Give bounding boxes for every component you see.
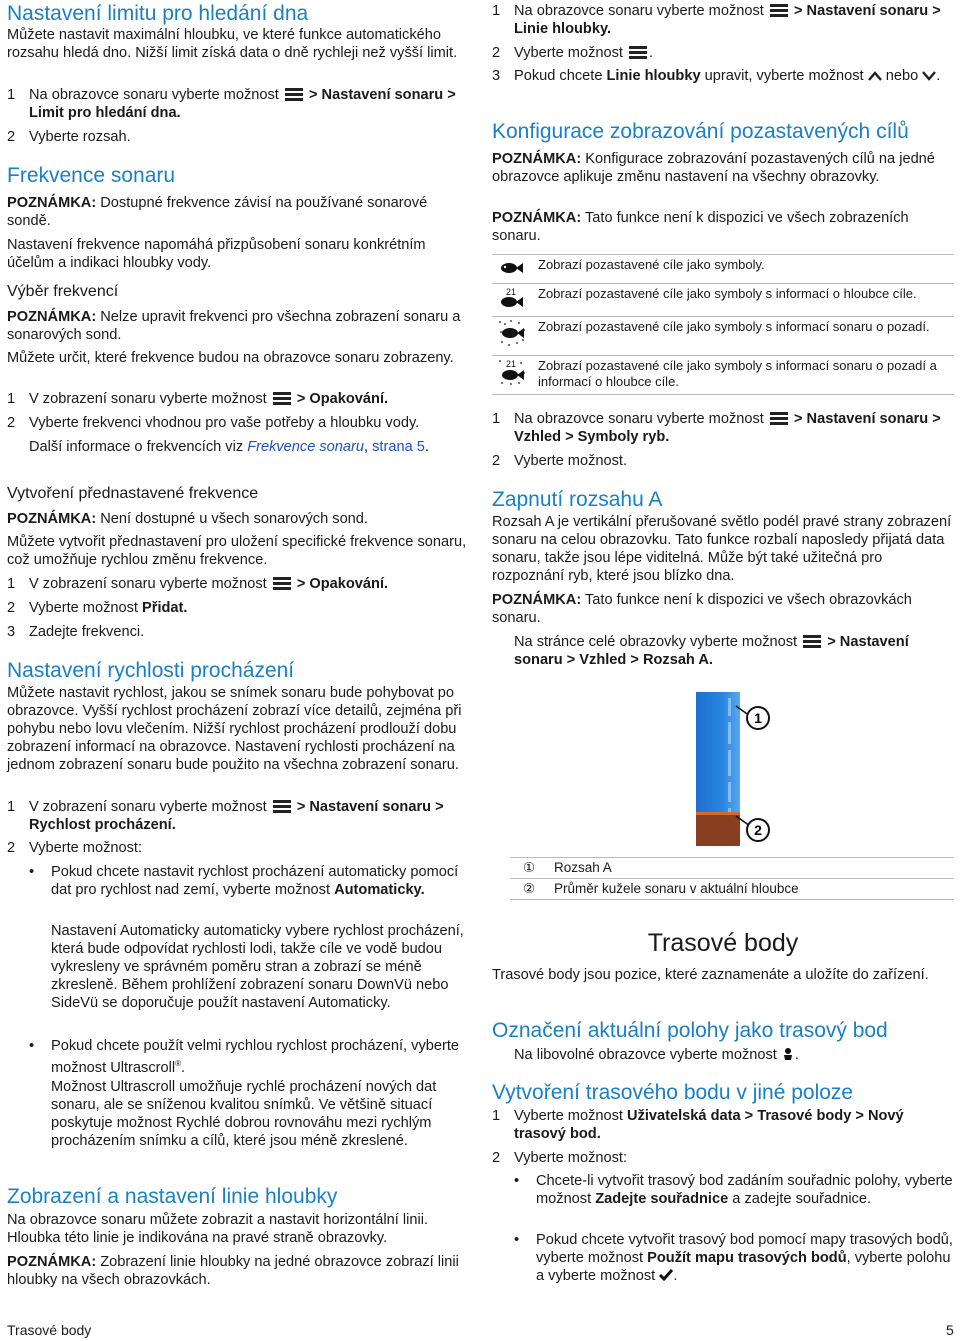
note-label: POZNÁMKA: — [7, 195, 97, 211]
step-path: > Nastavení sonaru > Linie hloubky. — [514, 3, 941, 37]
step-path: > Nastavení sonaru > Vzhled > Symboly ryb. — [514, 411, 941, 445]
step-text: Vyberte možnost: — [514, 1150, 628, 1166]
bottom-area — [696, 815, 740, 846]
bullet-dot: • — [514, 1232, 520, 1248]
step-text: Zadejte frekvenci. — [29, 624, 145, 640]
menu-icon — [803, 634, 821, 648]
depth-paragraph: Na obrazovce sonaru můžete zobrazit a nastavit horizontální linii. Hloubka této linie je indikována na pravé straně obrazovky. — [7, 1212, 429, 1246]
fish-background-icon — [498, 319, 526, 347]
targets-title: Konfigurace zobrazování pozastavených cílů — [492, 120, 909, 143]
table-cell: Zobrazí pozastavené cíle jako symboly. — [532, 255, 954, 284]
bottom-line — [696, 812, 740, 815]
note-text: Konfigurace zobrazování pozastavených cílů na jedné obrazovce aplikuje změnu nastavení na všechny obrazovky. — [492, 151, 935, 185]
bullet-dot: • — [29, 1038, 35, 1054]
note-label: POZNÁMKA: — [7, 309, 97, 325]
step-text: V zobrazení sonaru vyberte možnost — [29, 391, 267, 407]
targets-note-2 — [492, 209, 954, 245]
step-number: 2 — [7, 600, 16, 616]
speed-title: Nastavení rychlosti procházení — [7, 659, 295, 682]
more-text: Další informace o frekvencích viz — [29, 439, 244, 455]
note-text: Tato funkce není k dispozici ve všech obrazovkách sonaru. — [492, 592, 912, 626]
vyber-note — [7, 308, 469, 344]
step-text: V zobrazení sonaru vyberte možnost — [29, 799, 267, 815]
bullet-text: Pokud chcete použít velmi rychlou rychlost procházení, vyberte možnost Ultrascroll — [51, 1038, 460, 1076]
step-number: 1 — [7, 576, 16, 592]
depth-note — [7, 1253, 469, 1289]
chevron-up-icon — [868, 71, 882, 81]
step-path: Uživatelská data > Trasové body > Nový trasový bod. — [514, 1108, 904, 1142]
callout-number: ① — [510, 858, 548, 879]
step-number: 1 — [492, 1108, 501, 1124]
targets-table — [492, 254, 954, 395]
arange-paragraph: Rozsah A je vertikální přerušované světlo podél pravé strany zobrazení sonaru na celou obrazovku. Tato funkce rozbalí naposledy přijatá data sonaru, takže jsou lépe viditelná. Může být také užitečná pro rozpoznání ryb, které jsou blízko dna. — [492, 514, 952, 584]
callout-number: ② — [510, 879, 548, 900]
table-row — [510, 858, 954, 879]
bullet-paragraph: Nastavení Automaticky automaticky vybere rychlost procházení, která bude odpovídat rychlosti lodi, takže cíle ve vodě budou vykresleny ve správném poměru stran a zobrazí se méně zkresleně. Během prohlížení zobrazení sonaru DownVü nebo SideVü se doporučuje použít nastavení Automaticky. — [51, 923, 464, 1011]
preset-step-1 — [7, 575, 469, 593]
step-text: Pokud chcete — [514, 68, 603, 84]
bullet-text: Chcete-li vytvořit trasový bod zadáním souřadnic polohy, vyberte možnost — [536, 1173, 953, 1207]
mark-text: Na libovolné obrazovce vyberte možnost — [514, 1047, 777, 1063]
step-number: 1 — [7, 799, 16, 815]
step-text: Vyberte možnost — [29, 600, 138, 616]
freq-link[interactable]: Frekvence sonaru — [247, 439, 364, 455]
bullet-text: Pokud chcete vytvořit trasový bod pomocí mapy trasových bodů, vyberte možnost — [536, 1232, 953, 1266]
footer-page-number: 5 — [946, 1322, 954, 1338]
depth-title: Zobrazení a nastavení linie hloubky — [7, 1185, 338, 1208]
callout-label: Průměr kužele sonaru v aktuální hloubce — [548, 879, 954, 900]
step-path: > Opakování. — [296, 391, 389, 407]
speed-step-2 — [7, 839, 469, 857]
menu-icon — [285, 87, 303, 101]
note-label: POZNÁMKA: — [492, 210, 582, 226]
speed-step-1 — [7, 798, 469, 834]
preset-paragraph: Můžete vytvořit přednastavení pro uložení specifické frekvence sonaru, což umožňuje rychlou změnu frekvence. — [7, 534, 467, 568]
step-path: > Nastavení sonaru > Limit pro hledání dna. — [29, 87, 456, 121]
bullet-dot: • — [29, 864, 35, 880]
step-number: 2 — [492, 453, 501, 469]
fish-depth-icon — [498, 286, 524, 310]
step-text: Vyberte možnost. — [514, 453, 628, 469]
arange-illustration — [692, 692, 782, 852]
preset-title: Vytvoření přednastavené frekvence — [7, 485, 259, 502]
period: . — [794, 1047, 799, 1063]
step-text: upravit, vyberte možnost — [704, 68, 864, 84]
fish-symbol-icon — [498, 257, 524, 277]
step-text: Na stránce celé obrazovky vyberte možnost — [514, 634, 798, 650]
table-cell: Zobrazí pozastavené cíle jako symboly s informací o hloubce cíle. — [532, 284, 954, 317]
step-text: nebo — [885, 68, 919, 84]
note-text: Nelze upravit frekvenci pro všechna zobrazení sonaru a sonarových sond. — [7, 309, 461, 343]
fish-depth-label: 21 — [506, 359, 517, 369]
step-number: 2 — [7, 840, 16, 856]
speed-bullet-2-paragraph — [29, 1078, 469, 1150]
limit-step-2 — [7, 128, 469, 146]
speed-bullet-1-paragraph — [29, 922, 469, 1012]
callout-1-label: 1 — [754, 710, 762, 726]
menu-icon — [273, 391, 291, 405]
menu-icon — [770, 3, 788, 17]
vyber-step-1 — [7, 390, 469, 408]
waypoints-paragraph: Trasové body jsou pozice, které zaznamenáte a uložíte do zařízení. — [492, 967, 929, 983]
mark-paragraph — [514, 1046, 954, 1064]
step-number: 1 — [7, 87, 16, 103]
step-text: V zobrazení sonaru vyberte možnost — [29, 576, 267, 592]
registered-mark: ® — [175, 1059, 181, 1068]
step-text: Vyberte rozsah. — [29, 129, 131, 145]
menu-icon — [770, 411, 788, 425]
table-row — [492, 317, 954, 356]
checkmark-icon — [659, 1269, 673, 1281]
note-text: Zobrazení linie hloubky na jedné obrazovce zobrazí linii hloubky na všech obrazovkách. — [7, 1254, 459, 1288]
step-option: Přidat. — [142, 600, 188, 616]
note-text: Dostupné frekvence závisí na používané sonarové sondě. — [7, 195, 428, 229]
table-row — [492, 356, 954, 395]
bullet-text: a zadejte souřadnice. — [732, 1191, 872, 1207]
preset-step-3 — [7, 623, 469, 641]
arange-note — [492, 591, 954, 627]
menu-icon — [273, 576, 291, 590]
depth-step-3: 3 Pokud chcete Linie hloubky upravit, vyberte možnost nebo . — [492, 68, 941, 84]
bullet-option: Zadejte souřadnice — [595, 1191, 729, 1207]
preset-step-2 — [7, 599, 469, 617]
freq-paragraph: Nastavení frekvence napomáhá přizpůsobení sonaru konkrétním účelům a indikaci hloubky vody. — [7, 237, 426, 271]
vyber-step-2 — [7, 414, 469, 432]
speed-bullet-1 — [29, 863, 469, 899]
waypoints-title: Trasové body — [647, 929, 799, 957]
bullet-text: Pokud chcete nastavit rychlost procházení automaticky pomocí dat pro rychlost nad zemí, vyberte možnost — [51, 864, 459, 898]
step-number: 1 — [492, 411, 501, 427]
bullet-option: Automaticky. — [334, 882, 425, 898]
mark-waypoint-icon — [781, 1047, 795, 1061]
note-label: POZNÁMKA: — [492, 151, 582, 167]
period: . — [180, 1059, 186, 1076]
create-step-2 — [492, 1149, 954, 1167]
table-row — [510, 879, 954, 900]
step-option: Linie hloubky — [606, 68, 701, 84]
bullet-dot: • — [514, 1173, 520, 1189]
callout-2-label: 2 — [754, 822, 762, 838]
callout-label: Rozsah A — [548, 858, 954, 879]
page-link[interactable]: strana 5 — [372, 439, 425, 455]
step-path: > Opakování. — [296, 576, 389, 592]
callout-table — [510, 857, 954, 900]
create-step-1 — [492, 1107, 954, 1143]
step-number: 3 — [7, 624, 16, 640]
speed-bullet-2 — [29, 1037, 469, 1077]
step-text: Na obrazovce sonaru vyberte možnost — [29, 87, 279, 103]
step-number: 3 — [492, 68, 501, 84]
step-number: 2 — [7, 129, 16, 145]
vyber-more — [29, 438, 449, 456]
step-text: Vyberte frekvenci vhodnou pro vaše potřeby a hloubku vody. — [29, 415, 420, 431]
depth-step-2: 2 Vyberte možnost . — [492, 45, 654, 61]
fish-background-depth-icon — [498, 358, 526, 386]
footer-section-title: Trasové body — [7, 1322, 92, 1338]
step-path: > Nastavení sonaru > Vzhled > Rozsah A. — [514, 634, 909, 668]
comma: , — [364, 439, 369, 455]
limit-title: Nastavení limitu pro hledání dna — [7, 2, 309, 25]
chevron-down-icon — [922, 71, 936, 81]
freq-note — [7, 194, 469, 230]
bullet-option: Použít mapu trasových bodů — [647, 1250, 847, 1266]
table-row — [492, 255, 954, 284]
targets-step-2 — [492, 452, 954, 470]
step-number: 2 — [7, 415, 16, 431]
table-cell: Zobrazí pozastavené cíle jako symboly s informací sonaru o pozadí a informací o hloubce cíle. — [532, 356, 954, 395]
note-text: Není dostupné u všech sonarových sond. — [100, 511, 368, 527]
step-path: > Nastavení sonaru > Rychlost procházení. — [29, 799, 444, 833]
create-bullet-1 — [514, 1172, 954, 1208]
table-row — [492, 284, 954, 317]
note-label: POZNÁMKA: — [492, 592, 582, 608]
note-text: Tato funkce není k dispozici ve všech zobrazeních sonaru. — [492, 210, 909, 244]
bullet-paragraph: Možnost Ultrascroll umožňuje rychlé procházení nových dat sonaru, ale se sníženou kvalitou snímků. Ve většině situací poskytuje možnost Rychlé dobrou rovnováhu mezi rychlým procházením snímku a cílů, které jsou méně zkreslené. — [51, 1079, 437, 1149]
step-number: 1 — [7, 391, 16, 407]
depth-step-1 — [492, 2, 954, 38]
menu-icon — [273, 799, 291, 813]
vyber-paragraph: Můžete určit, které frekvence budou na obrazovce sonaru zobrazeny. — [7, 350, 454, 366]
limit-paragraph: Můžete nastavit maximální hloubku, ve které funkce automatického rozsahu hledá dno. Nižší limit získá data o dně rychleji než vyšší limit. — [7, 27, 458, 61]
step-text: Vyberte možnost: — [29, 840, 143, 856]
targets-step-1 — [492, 410, 954, 446]
mark-title: Označení aktuální polohy jako trasový bod — [492, 1019, 888, 1042]
speed-paragraph: Můžete nastavit rychlost, jakou se snímek sonaru bude pohybovat po obrazovce. Vyšší rychlost procházení zobrazí více detailů, zejména při pohybu nebo lovu vlečením. Nižší rychlost procházení prodlouží dobu zobrazení informací na obrazovce. Nastavení rychlosti procházení na jednom zobrazení sonaru bude použito na všechna zobrazení sonaru. — [7, 685, 462, 773]
step-number: 2 — [492, 45, 501, 61]
arange-title: Zapnutí rozsahu A — [492, 488, 663, 511]
freq-title: Frekvence sonaru — [7, 164, 176, 187]
menu-icon — [629, 45, 647, 59]
period: . — [424, 439, 429, 455]
preset-note — [7, 510, 469, 528]
step-text: Na obrazovce sonaru vyberte možnost — [514, 3, 764, 19]
period: . — [673, 1268, 678, 1284]
fish-depth-label: 21 — [506, 287, 517, 297]
bullet-text: , vyberte polohu a vyberte možnost — [536, 1250, 951, 1284]
targets-note-1 — [492, 150, 954, 186]
create-title: Vytvoření trasového bodu v jiné poloze — [492, 1081, 854, 1104]
create-bullet-2 — [514, 1231, 954, 1285]
step-text: Vyberte možnost — [514, 1108, 623, 1124]
step-text: Vyberte možnost — [514, 45, 623, 61]
limit-step-1 — [7, 86, 469, 122]
vyber-title: Výběr frekvencí — [7, 283, 119, 300]
step-number: 2 — [492, 1150, 501, 1166]
table-cell: Zobrazí pozastavené cíle jako symboly s informací sonaru o pozadí. — [532, 317, 954, 356]
step-text: Na obrazovce sonaru vyberte možnost — [514, 411, 764, 427]
note-label: POZNÁMKA: — [7, 1254, 97, 1270]
note-label: POZNÁMKA: — [7, 511, 97, 527]
arange-step — [514, 633, 954, 669]
step-number: 1 — [492, 3, 501, 19]
